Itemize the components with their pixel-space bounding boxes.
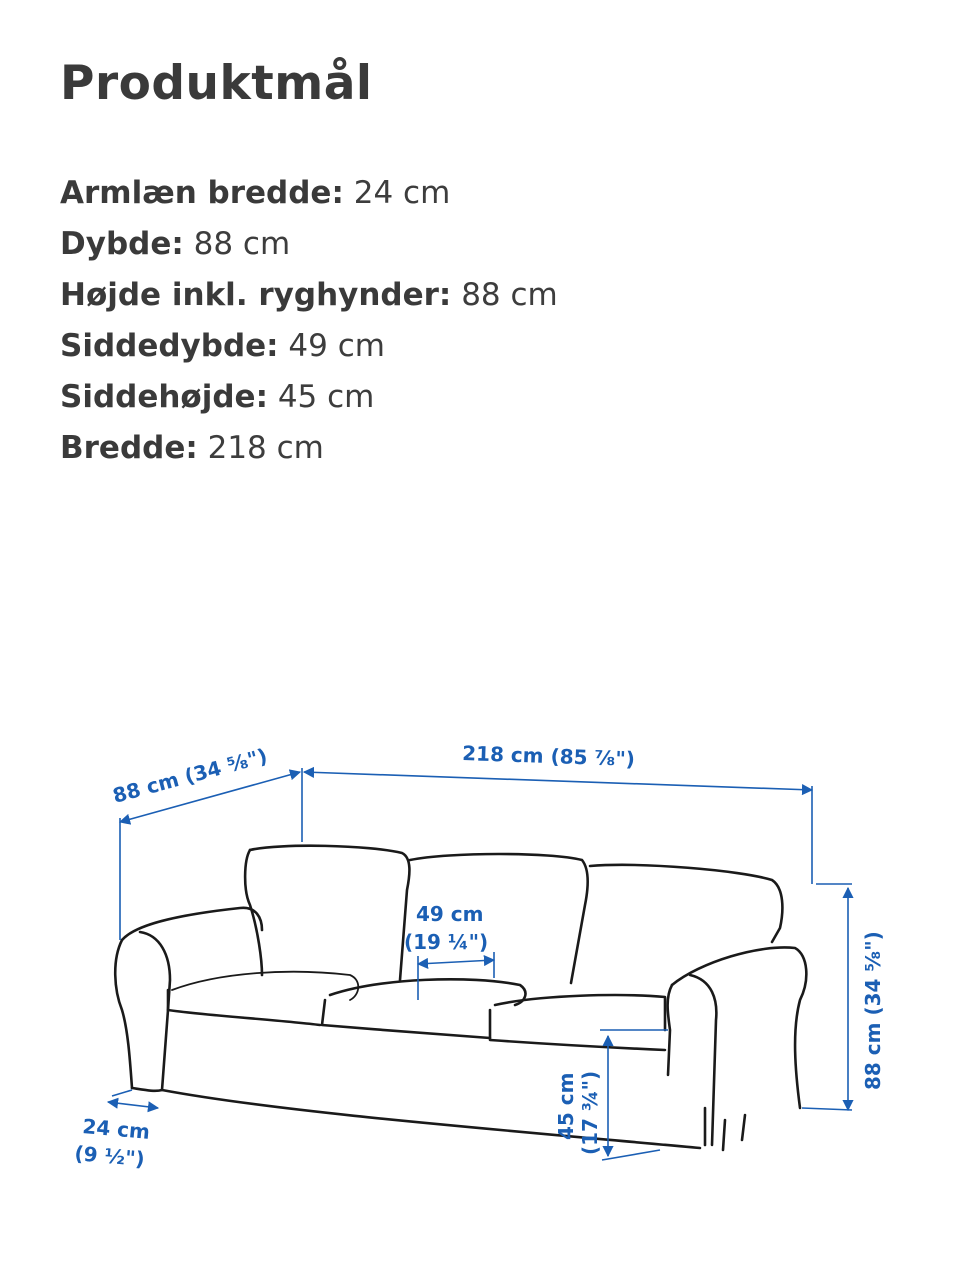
spec-label: Højde inkl. ryghynder:: [60, 277, 452, 313]
seat-height-in-label: (17 ¾"): [578, 1070, 602, 1155]
spec-height: [60, 270, 558, 321]
seat-height-extension-line: [602, 1150, 660, 1160]
seat-depth-dimension-line: [418, 960, 494, 964]
dimension-annotations: [74, 741, 885, 1171]
spec-width: [60, 423, 558, 474]
spec-label: Armlæn bredde:: [60, 175, 344, 211]
sofa-drawing: [115, 846, 806, 1150]
arm-width-extension-line: [112, 1090, 132, 1096]
arm-width-dimension-line: [108, 1102, 158, 1108]
dimension-list: [60, 168, 558, 474]
spec-label: Siddedybde:: [60, 328, 279, 364]
seat-depth-in-label: (19 ¼"): [404, 930, 489, 954]
spec-label: Dybde:: [60, 226, 184, 262]
spec-value: 49 cm: [288, 328, 385, 364]
spec-label: Bredde:: [60, 430, 198, 466]
page-title: Produktmål: [60, 56, 373, 111]
spec-value: 24 cm: [353, 175, 451, 211]
spec-value: 218 cm: [207, 430, 324, 466]
seat-depth-cm-label: 49 cm: [416, 902, 484, 926]
arm-width-cm-label: 24 cm: [81, 1114, 151, 1144]
width-dimension-line: [304, 772, 812, 790]
width-label: 218 cm (85 ⁷⁄₈"): [461, 741, 636, 772]
spec-value: 45 cm: [277, 379, 375, 415]
arm-width-in-label: (9 ½"): [73, 1141, 146, 1172]
sofa-dimension-diagram: [0, 700, 960, 1190]
spec-depth: [60, 219, 558, 270]
spec-value: 88 cm: [193, 226, 291, 262]
height-label: 88 cm (34 ⁵⁄₈"): [861, 931, 885, 1090]
seat-height-cm-label: 45 cm: [554, 1072, 578, 1140]
height-extension-line: [802, 1108, 852, 1110]
depth-label: 88 cm (34 ⁵⁄₈"): [110, 743, 270, 808]
spec-label: Siddehøjde:: [60, 379, 268, 415]
spec-seat-height: [60, 372, 558, 423]
spec-value: 88 cm: [461, 277, 558, 313]
spec-arm-width: [60, 168, 558, 219]
spec-seat-depth: [60, 321, 558, 372]
